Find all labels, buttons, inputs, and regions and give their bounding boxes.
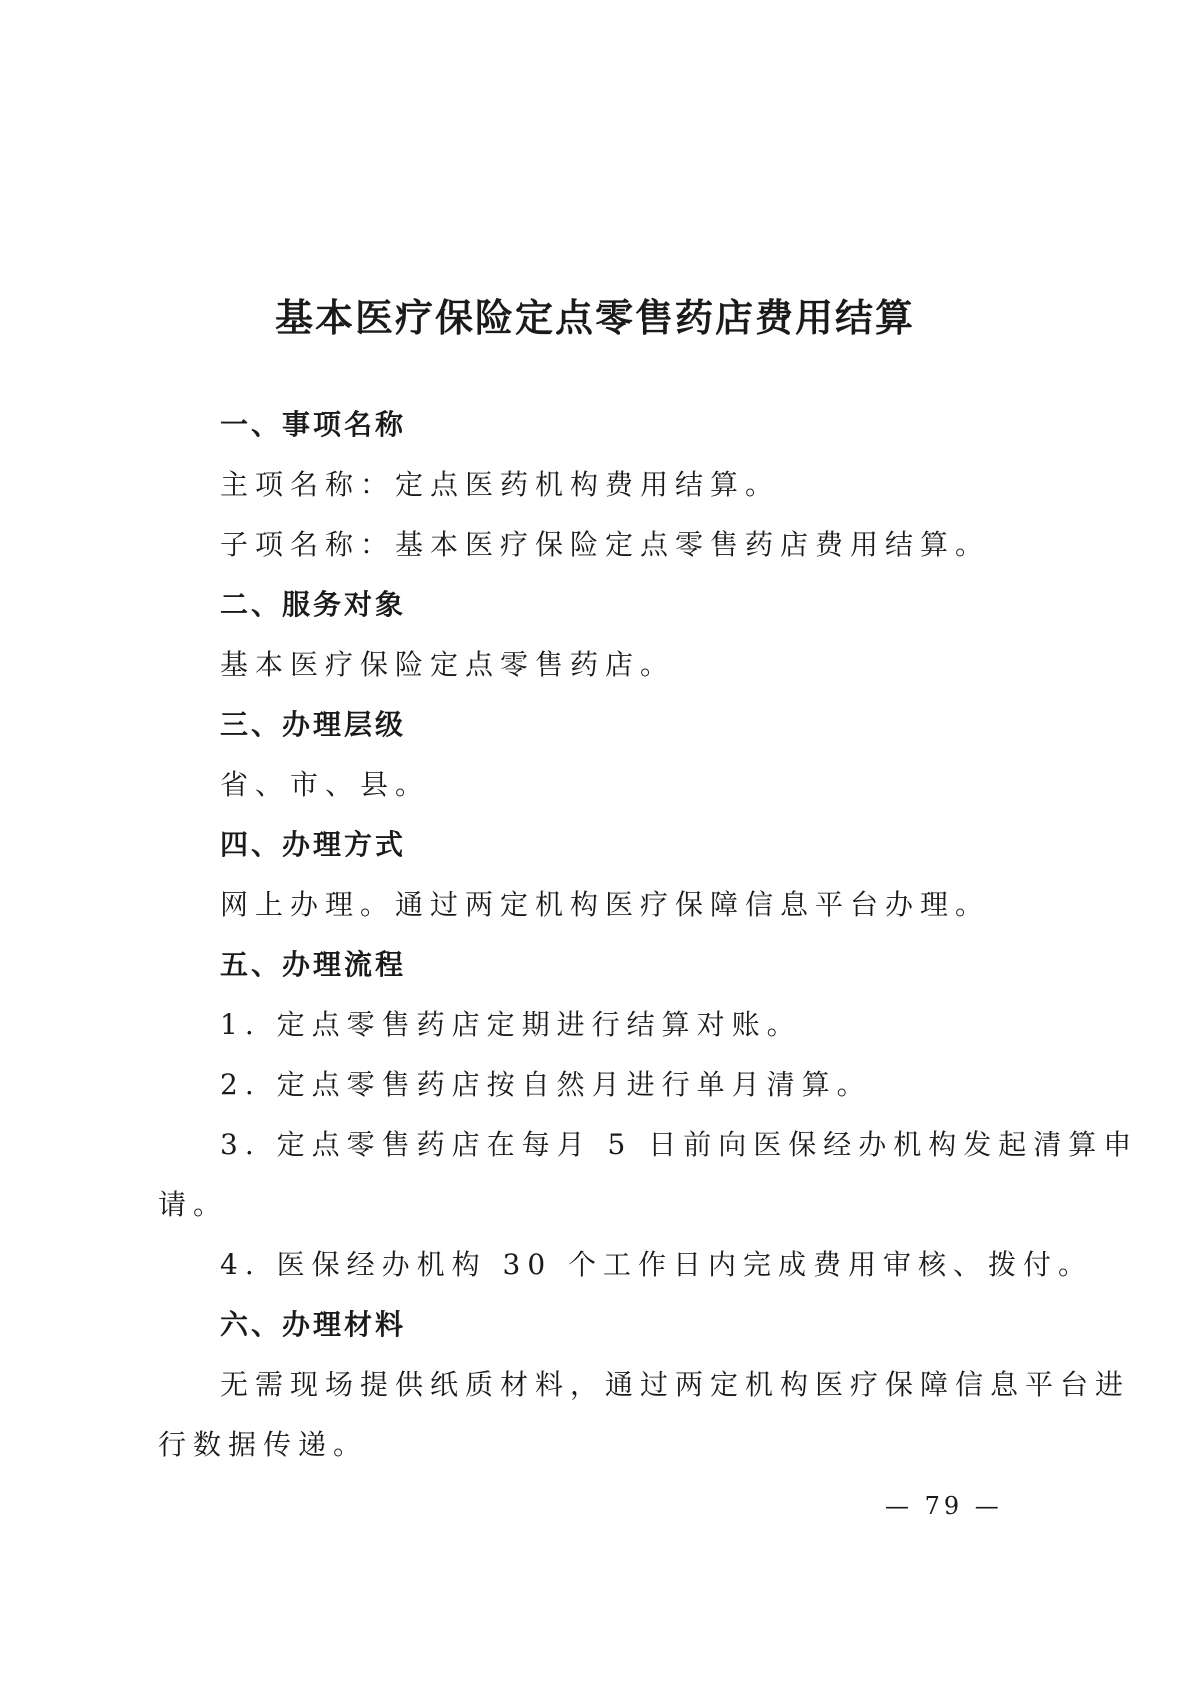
main-item-name: 主项名称：定点医药机构费用结算。 [220,468,781,501]
process-step-2: 2. 定点零售药店按自然月进行单月清算。 [220,1068,872,1101]
section-heading-materials: 六、办理材料 [220,1308,407,1341]
materials-text: 无需现场提供纸质材料，通过两定机构医疗保障信息平台进 [220,1368,1131,1401]
section-heading-handling-process: 五、办理流程 [220,948,407,981]
sub-item-name: 子项名称：基本医疗保险定点零售药店费用结算。 [220,528,991,561]
section-heading-handling-level: 三、办理层级 [220,708,407,741]
section-heading-service-target: 二、服务对象 [220,588,407,621]
materials-text-continued: 行数据传递。 [158,1428,369,1461]
handling-method-text: 网上办理。通过两定机构医疗保障信息平台办理。 [220,888,991,921]
process-step-3-continued: 请。 [158,1188,229,1221]
document-title: 基本医疗保险定点零售药店费用结算 [274,296,915,340]
process-step-3: 3. 定点零售药店在每月 5 日前向医保经办机构发起清算申 [220,1128,1139,1161]
process-step-4: 4. 医保经办机构 30 个工作日内完成费用审核、拨付。 [220,1248,1094,1281]
process-step-1: 1. 定点零售药店定期进行结算对账。 [220,1008,802,1041]
page-number: — 79 — [885,1492,1003,1520]
section-heading-handling-method: 四、办理方式 [220,828,407,861]
service-target-text: 基本医疗保险定点零售药店。 [220,648,676,681]
handling-level-text: 省、市、县。 [220,768,431,801]
section-heading-item-name: 一、事项名称 [220,408,407,441]
